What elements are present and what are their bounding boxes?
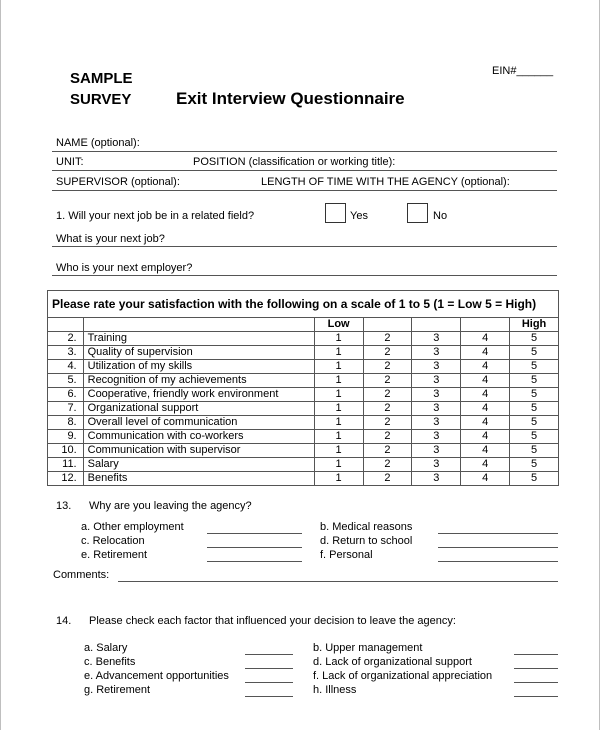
q14-option-h-blank[interactable] — [514, 696, 558, 697]
sample-survey-label — [70, 68, 133, 110]
q14-number: 14. — [56, 615, 72, 627]
q14-option-d-blank[interactable] — [514, 668, 558, 669]
rating-cell-3[interactable]: 3 — [412, 402, 461, 416]
satisfaction-table — [47, 290, 559, 486]
unit-field-label: UNIT: — [56, 156, 84, 168]
row-number: 10. — [48, 444, 84, 458]
page-title: Exit Interview Questionnaire — [176, 89, 405, 108]
row-number: 12. — [48, 472, 84, 486]
rating-cell-3[interactable]: 3 — [412, 472, 461, 486]
rating-cell-3[interactable]: 3 — [412, 388, 461, 402]
rating-cell-2[interactable]: 2 — [363, 332, 412, 346]
rating-cell-1[interactable]: 1 — [314, 360, 363, 374]
rating-cell-4[interactable]: 4 — [461, 388, 510, 402]
row-number: 5. — [48, 374, 84, 388]
q13-option-a: a. Other employment — [81, 521, 184, 533]
row-number: 4. — [48, 360, 84, 374]
rating-cell-5[interactable]: 5 — [510, 360, 559, 374]
row-label: Salary — [83, 458, 314, 472]
q13-option-c-blank[interactable] — [207, 547, 302, 548]
rating-cell-4[interactable]: 4 — [461, 430, 510, 444]
next-employer-line[interactable] — [52, 275, 557, 276]
q13-option-f: f. Personal — [320, 549, 373, 561]
rating-cell-2[interactable]: 2 — [363, 430, 412, 444]
rating-cell-2[interactable]: 2 — [363, 416, 412, 430]
rating-cell-4[interactable]: 4 — [461, 332, 510, 346]
rating-cell-3[interactable]: 3 — [412, 430, 461, 444]
page-border-left — [0, 0, 1, 730]
scale-blank-label — [83, 318, 314, 332]
rating-cell-1[interactable]: 1 — [314, 374, 363, 388]
scale-blank-4 — [461, 318, 510, 332]
rating-cell-5[interactable]: 5 — [510, 346, 559, 360]
table-row — [48, 430, 559, 444]
rating-cell-5[interactable]: 5 — [510, 444, 559, 458]
q13-question: Why are you leaving the agency? — [89, 500, 252, 512]
rating-cell-1[interactable]: 1 — [314, 388, 363, 402]
rating-cell-4[interactable]: 4 — [461, 416, 510, 430]
rating-cell-4[interactable]: 4 — [461, 360, 510, 374]
unit-position-line[interactable] — [52, 170, 557, 171]
scale-blank-3 — [412, 318, 461, 332]
row-label: Overall level of communication — [83, 416, 314, 430]
ein-field[interactable]: EIN#______ — [492, 65, 554, 77]
q13-option-f-blank[interactable] — [438, 561, 558, 562]
table-row — [48, 360, 559, 374]
name-field-label: NAME (optional): — [56, 137, 140, 149]
q13-option-e: e. Retirement — [81, 549, 148, 561]
q13-option-c: c. Relocation — [81, 535, 145, 547]
rating-cell-5[interactable]: 5 — [510, 472, 559, 486]
rating-cell-2[interactable]: 2 — [363, 388, 412, 402]
q14-option-a: a. Salary — [84, 642, 128, 654]
sample-label-line1: SAMPLE — [70, 70, 133, 87]
rating-cell-2[interactable]: 2 — [363, 402, 412, 416]
scale-blank-2 — [363, 318, 412, 332]
row-number: 11. — [48, 458, 84, 472]
rating-cell-2[interactable]: 2 — [363, 360, 412, 374]
supervisor-field-label: SUPERVISOR (optional): — [56, 176, 180, 188]
rating-cell-4[interactable]: 4 — [461, 402, 510, 416]
q1-no-label: No — [433, 210, 448, 222]
length-field-label: LENGTH OF TIME WITH THE AGENCY (optional): — [261, 176, 510, 188]
q14-option-d: d. Lack of organizational support — [313, 656, 472, 668]
row-number: 2. — [48, 332, 84, 346]
rating-cell-5[interactable]: 5 — [510, 388, 559, 402]
q14-question: Please check each factor that influenced your decision to leave the agency: — [89, 615, 456, 627]
rating-cell-4[interactable]: 4 — [461, 374, 510, 388]
rating-cell-1[interactable]: 1 — [314, 458, 363, 472]
rating-cell-1[interactable]: 1 — [314, 402, 363, 416]
table-row — [48, 346, 559, 360]
table-row — [48, 388, 559, 402]
rating-cell-5[interactable]: 5 — [510, 458, 559, 472]
table-row — [48, 416, 559, 430]
rating-cell-1[interactable]: 1 — [314, 346, 363, 360]
row-label: Communication with supervisor — [83, 444, 314, 458]
row-label: Quality of supervision — [83, 346, 314, 360]
q13-number: 13. — [56, 500, 72, 512]
q14-option-g: g. Retirement — [84, 684, 151, 696]
q14-option-f-blank[interactable] — [514, 682, 558, 683]
rating-cell-5[interactable]: 5 — [510, 430, 559, 444]
rating-cell-3[interactable]: 3 — [412, 458, 461, 472]
rating-cell-1[interactable]: 1 — [314, 430, 363, 444]
table-row — [48, 402, 559, 416]
q14-option-h: h. Illness — [313, 684, 357, 696]
rating-cell-2[interactable]: 2 — [363, 346, 412, 360]
row-label: Cooperative, friendly work environment — [83, 388, 314, 402]
next-employer-question: Who is your next employer? — [56, 262, 193, 274]
rating-cell-4[interactable]: 4 — [461, 458, 510, 472]
q13-option-d: d. Return to school — [320, 535, 413, 547]
q14-option-e-blank[interactable] — [245, 682, 293, 683]
rating-cell-3[interactable]: 3 — [412, 374, 461, 388]
rating-cell-1[interactable]: 1 — [314, 332, 363, 346]
rating-cell-5[interactable]: 5 — [510, 374, 559, 388]
table-row — [48, 458, 559, 472]
rating-cell-4[interactable]: 4 — [461, 444, 510, 458]
rating-cell-2[interactable]: 2 — [363, 458, 412, 472]
q1-no-checkbox[interactable] — [407, 203, 428, 223]
row-number: 7. — [48, 402, 84, 416]
row-label: Recognition of my achievements — [83, 374, 314, 388]
row-label: Benefits — [83, 472, 314, 486]
q13-option-e-blank[interactable] — [207, 561, 302, 562]
rating-cell-3[interactable]: 3 — [412, 332, 461, 346]
rating-cell-2[interactable]: 2 — [363, 444, 412, 458]
rating-cell-5[interactable]: 5 — [510, 402, 559, 416]
row-label: Organizational support — [83, 402, 314, 416]
position-field-label: POSITION (classification or working title): — [193, 156, 396, 168]
row-label: Communication with co-workers — [83, 430, 314, 444]
row-number: 9. — [48, 430, 84, 444]
q1-question: 1. Will your next job be in a related field? — [56, 210, 255, 222]
supervisor-length-line[interactable] — [52, 190, 557, 191]
rating-cell-3[interactable]: 3 — [412, 360, 461, 374]
q13-option-d-blank[interactable] — [438, 547, 558, 548]
q13-option-b-blank[interactable] — [438, 533, 558, 534]
q13-option-b: b. Medical reasons — [320, 521, 413, 533]
q14-option-f: f. Lack of organizational appreciation — [313, 670, 493, 682]
q14-option-b: b. Upper management — [313, 642, 423, 654]
rating-cell-1[interactable]: 1 — [314, 472, 363, 486]
table-row — [48, 472, 559, 486]
next-job-line[interactable] — [52, 246, 557, 247]
table-row — [48, 444, 559, 458]
row-label: Utilization of my skills — [83, 360, 314, 374]
rating-cell-3[interactable]: 3 — [412, 444, 461, 458]
table-row — [48, 374, 559, 388]
q14-option-g-blank[interactable] — [245, 696, 293, 697]
rating-cell-2[interactable]: 2 — [363, 374, 412, 388]
table-row — [48, 332, 559, 346]
rating-cell-3[interactable]: 3 — [412, 416, 461, 430]
q13-comments-label: Comments: — [53, 569, 110, 581]
scale-blank-num — [48, 318, 84, 332]
q1-yes-checkbox[interactable] — [325, 203, 346, 223]
q1-yes-label: Yes — [350, 210, 368, 222]
satisfaction-table-header: Please rate your satisfaction with the following on a scale of 1 to 5 (1 = Low 5 = High) — [48, 291, 559, 318]
scale-high-label: High — [510, 318, 559, 332]
rating-cell-3[interactable]: 3 — [412, 346, 461, 360]
rating-cell-1[interactable]: 1 — [314, 416, 363, 430]
q14-option-c-blank[interactable] — [245, 668, 293, 669]
row-number: 6. — [48, 388, 84, 402]
rating-cell-1[interactable]: 1 — [314, 444, 363, 458]
q14-option-c: c. Benefits — [84, 656, 136, 668]
rating-cell-5[interactable]: 5 — [510, 416, 559, 430]
q14-option-a-blank[interactable] — [245, 654, 293, 655]
sample-label-line2: SURVEY — [70, 91, 132, 108]
rating-cell-5[interactable]: 5 — [510, 332, 559, 346]
rating-cell-2[interactable]: 2 — [363, 472, 412, 486]
row-number: 8. — [48, 416, 84, 430]
next-job-question: What is your next job? — [56, 233, 165, 245]
q14-option-b-blank[interactable] — [514, 654, 558, 655]
name-field-line[interactable] — [52, 151, 557, 152]
row-label: Training — [83, 332, 314, 346]
row-number: 3. — [48, 346, 84, 360]
q13-option-a-blank[interactable] — [207, 533, 302, 534]
rating-cell-4[interactable]: 4 — [461, 472, 510, 486]
scale-low-label: Low — [314, 318, 363, 332]
q14-option-e: e. Advancement opportunities — [84, 670, 229, 682]
rating-cell-4[interactable]: 4 — [461, 346, 510, 360]
q13-comments-line[interactable] — [118, 581, 558, 582]
